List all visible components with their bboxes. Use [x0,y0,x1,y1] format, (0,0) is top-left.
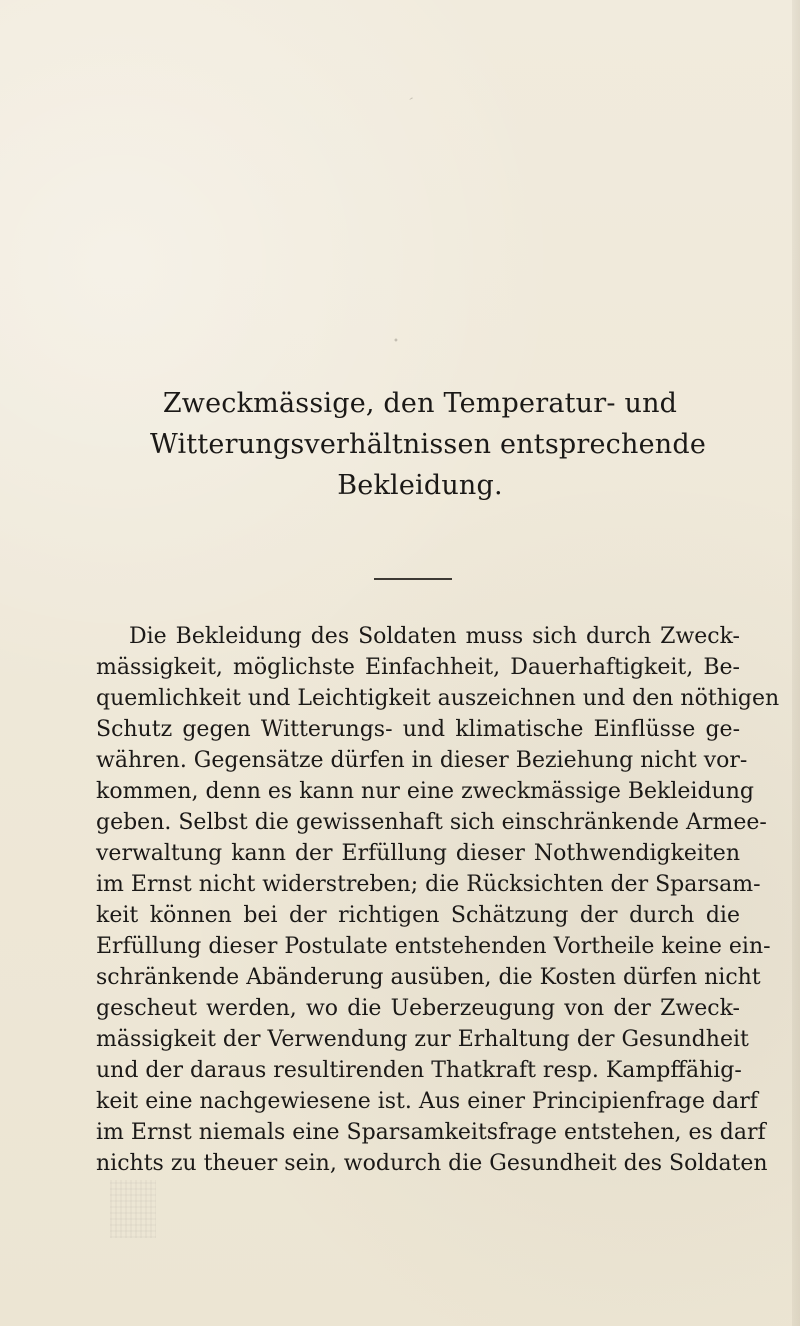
title-line: Zweckmässige, den Temperatur- und [162,388,678,420]
paragraph-line: Erfüllung dieser Postulate entstehenden Vortheile keine ein- [96,934,771,959]
paragraph-line: kommen, denn es kann nur eine zweckmässige Bekleidung [96,779,754,804]
scan-smudge [110,1180,156,1238]
paragraph-line: gescheut werden, wo die Ueberzeugung von der Zweck- [96,996,740,1021]
paragraph-line: mässigkeit der Verwendung zur Erhaltung der Gesundheit [96,1027,749,1052]
paragraph-line: quemlichkeit und Leichtigkeit auszeichnen und den nöthigen [96,686,780,711]
page-speck: • [393,336,399,347]
page-speck: ˊ [402,95,415,113]
document-title [150,383,706,506]
paragraph-line: geben. Selbst die gewissenhaft sich einschränkende Armee- [96,810,767,835]
title-line: Witterungsverhältnissen entsprechende [150,429,706,461]
paragraph-line: währen. Gegensätze dürfen in dieser Beziehung nicht vor- [96,748,748,773]
title-line: Bekleidung. [337,470,503,502]
paragraph-line: im Ernst nicht widerstreben; die Rücksichten der Sparsam- [96,872,761,897]
paragraph-line: Die Bekleidung des Soldaten muss sich durch Zweck- [129,624,740,649]
paragraph-line: keit können bei der richtigen Schätzung der durch die [96,903,740,928]
paragraph-line: im Ernst niemals eine Sparsamkeitsfrage entstehen, es darf [96,1120,766,1145]
section-divider [374,578,452,580]
paragraph-line: verwaltung kann der Erfüllung dieser Nothwendigkeiten [96,841,740,866]
page-edge-shadow [792,0,800,1326]
document-body [96,621,780,1179]
paragraph-line: keit eine nachgewiesene ist. Aus einer Principienfrage darf [96,1089,758,1114]
paragraph-line: schränkende Abänderung ausüben, die Kosten dürfen nicht [96,965,761,990]
paragraph-line: Schutz gegen Witterungs- und klimatische Einflüsse ge- [96,717,740,742]
paragraph-line: und der daraus resultirenden Thatkraft resp. Kampffähig- [96,1058,742,1083]
paragraph-line: mässigkeit, möglichste Einfachheit, Dauerhaftigkeit, Be- [96,655,740,680]
paragraph-line: nichts zu theuer sein, wodurch die Gesundheit des Soldaten [96,1151,768,1176]
